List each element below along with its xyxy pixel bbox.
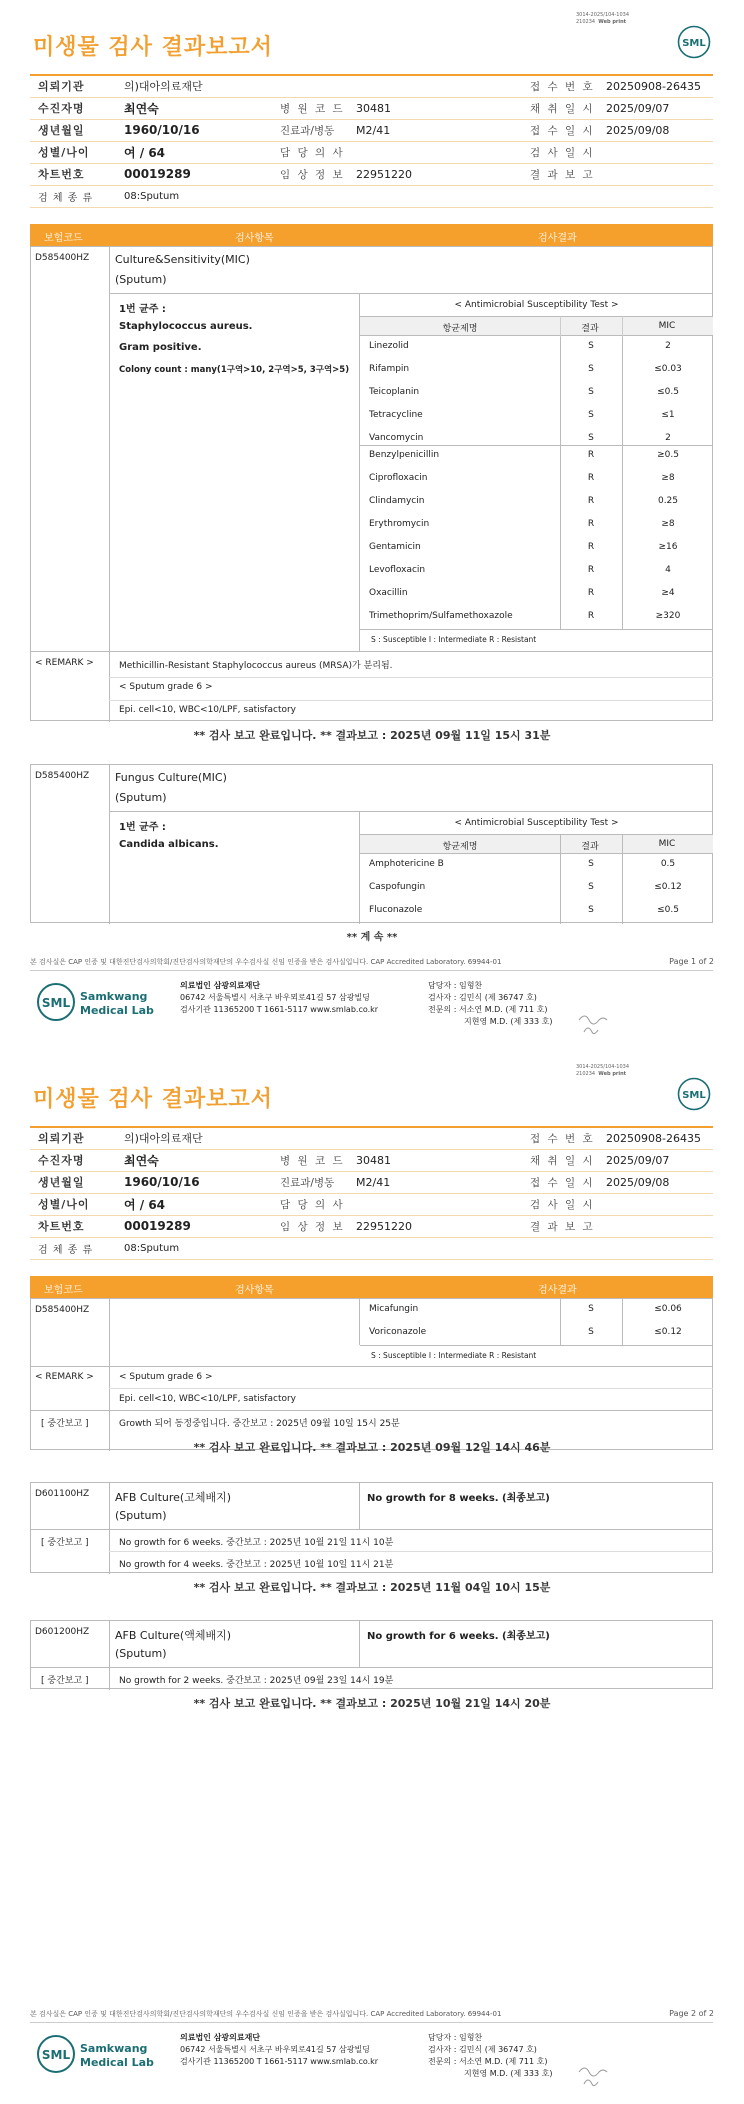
gram-stain: Gram positive. — [119, 342, 202, 353]
antibiotic-result: S — [588, 905, 594, 915]
antibiotic-name: Ciprofloxacin — [369, 473, 428, 483]
antibiotic-result: S — [588, 1304, 594, 1314]
antibiotic-name: Caspofungin — [369, 882, 426, 892]
label-clinical-info: 임 상 정 보 — [272, 163, 348, 185]
antibiotic-result: R — [587, 450, 595, 460]
value-accession: 20250908-26435 — [598, 1127, 713, 1149]
test-specimen: (Sputum) — [115, 791, 167, 804]
label-dept: 진료과/병동 — [272, 119, 348, 141]
colony-count: Colony count : many(1구역>10, 2구역>5, 3구역>5) — [119, 365, 350, 375]
test-code: D585400HZ — [35, 1305, 90, 1315]
value-accession: 20250908-26435 — [598, 75, 713, 97]
antibiotic-result: R — [587, 542, 595, 552]
value-sex-age: 여 / 64 — [116, 1193, 272, 1215]
antibiotic-mic: ≤0.06 — [654, 1304, 682, 1314]
value-patient-name: 최연숙 — [116, 97, 272, 119]
header-code: 보험코드 — [44, 233, 83, 244]
label-sex-age: 성별/나이 — [30, 141, 116, 163]
label-dob: 생년월일 — [30, 1171, 116, 1193]
value-institution: 의)대아의료재단 — [116, 1127, 522, 1149]
test-code: D601100HZ — [35, 1489, 90, 1499]
ast-title: < Antimicrobial Susceptibility Test > — [454, 300, 619, 310]
interim-label: [ 중간보고 ] — [41, 1676, 89, 1686]
interim-report: Growth 되어 동정중입니다. 중간보고 : 2025년 09월 10일 15시 25분 — [119, 1419, 400, 1429]
value-report — [598, 1215, 713, 1237]
antibiotic-name: Amphotericine B — [369, 859, 444, 869]
label-accession: 접 수 번 호 — [522, 75, 598, 97]
antibiotic-mic: 4 — [665, 565, 671, 575]
afb-result: No growth for 6 weeks. (최종보고) — [367, 1631, 550, 1642]
test-specimen: (Sputum) — [115, 273, 167, 286]
ast-column-header: 항균제명 결과 MIC — [360, 834, 713, 854]
antibiotic-mic: ≥0.5 — [657, 450, 679, 460]
antibiotic-mic: ≥8 — [661, 473, 675, 483]
interim-report-1: No growth for 6 weeks. 중간보고 : 2025년 10월 21일 11시 10분 — [119, 1538, 394, 1548]
antibiotic-mic: ≥8 — [661, 519, 675, 529]
svg-text:Medical Lab: Medical Lab — [80, 1004, 154, 1017]
antibiotic-name: Fluconazole — [369, 905, 423, 915]
header-result: 검사결과 — [538, 233, 577, 244]
value-institution: 의)대아의료재단 — [116, 75, 522, 97]
antibiotic-mic: 2 — [665, 433, 671, 443]
antibiotic-name: Linezolid — [369, 341, 409, 351]
antibiotic-result: S — [588, 859, 594, 869]
label-test-date: 검 사 일 시 — [522, 141, 598, 163]
footer-lab-info: 의료법인 삼광의료재단 06742 서울특별시 서초구 바우뫼로41길 57 삼광빌딩 검사기관 11365200 T 1661-5117 www.smlab.co.kr — [180, 2033, 379, 2066]
svg-text:Samkwang: Samkwang — [80, 2042, 148, 2055]
organism-name: Candida albicans. — [119, 839, 219, 850]
antibiotic-result: S — [588, 433, 594, 443]
value-hospital-code: 30481 — [348, 97, 522, 119]
report-complete-3: ** 검사 보고 완료입니다. ** 결과보고 : 2025년 11월 04일 10시 15분 — [193, 1581, 551, 1594]
value-chart-no: 00019289 — [116, 163, 272, 185]
report-complete-1: ** 검사 보고 완료입니다. ** 결과보고 : 2025년 09월 11일 15시 31분 — [193, 729, 551, 742]
label-report: 결 과 보 고 — [522, 163, 598, 185]
remark-sputum-grade: < Sputum grade 6 > — [119, 1372, 213, 1382]
remark-label: < REMARK > — [35, 658, 94, 668]
interim-report-2: No growth for 4 weeks. 중간보고 : 2025년 10월 10일 11시 21분 — [119, 1560, 394, 1570]
culture-sensitivity-block — [30, 246, 713, 721]
antibiotic-mic: ≥320 — [655, 611, 681, 621]
remark-epi-cell: Epi. cell<10, WBC<10/LPF, satisfactory — [119, 705, 297, 715]
antibiotic-mic: ≤0.12 — [654, 882, 682, 892]
svg-text:Samkwang: Samkwang — [80, 990, 148, 1003]
afb-result: No growth for 8 weeks. (최종보고) — [367, 1493, 550, 1504]
continued-text: ** 계 속 ** — [346, 932, 398, 943]
ast-title: < Antimicrobial Susceptibility Test > — [454, 818, 619, 828]
patient-info-table — [30, 74, 713, 208]
antibiotic-mic: 0.25 — [657, 496, 679, 506]
page-number: Page 2 of 2 — [669, 2009, 714, 2018]
sml-logo-icon — [677, 1077, 711, 1111]
report-complete-4: ** 검사 보고 완료입니다. ** 결과보고 : 2025년 10월 21일 14시 20분 — [193, 1697, 551, 1710]
label-dept: 진료과/병동 — [272, 1171, 348, 1193]
ast-legend: S : Susceptible I : Intermediate R : Resistant — [371, 635, 537, 644]
fungus-continuation-block — [30, 1298, 713, 1450]
antibiotic-name: Micafungin — [369, 1304, 419, 1314]
antibiotic-name: Erythromycin — [369, 519, 430, 529]
antibiotic-name: Voriconazole — [369, 1327, 427, 1337]
footer-lab-info: 의료법인 삼광의료재단 06742 서울특별시 서초구 바우뫼로41길 57 삼광빌딩 검사기관 11365200 T 1661-5117 www.smlab.co.kr — [180, 981, 379, 1014]
organism-name: Staphylococcus aureus. — [119, 321, 253, 332]
value-report — [598, 163, 713, 185]
antibiotic-mic: ≤0.12 — [654, 1327, 682, 1337]
svg-text:SML: SML — [682, 1090, 706, 1101]
antibiotic-name: Rifampin — [369, 364, 410, 374]
label-patient-name: 수진자명 — [30, 97, 116, 119]
antibiotic-name: Clindamycin — [369, 496, 425, 506]
samkwang-logo-icon — [36, 980, 156, 1027]
patient-info-table — [30, 1126, 713, 1260]
label-patient-name: 수진자명 — [30, 1149, 116, 1171]
remark-mrsa: Methicillin-Resistant Staphylococcus aureus (MRSA)가 분리됨. — [119, 661, 393, 671]
label-sex-age: 성별/나이 — [30, 1193, 116, 1215]
value-test-date — [598, 141, 713, 163]
value-specimen: 08:Sputum — [116, 185, 713, 207]
label-specimen: 검 체 종 류 — [30, 1237, 116, 1259]
value-chart-no: 00019289 — [116, 1215, 272, 1237]
signature-icon — [576, 2062, 612, 2092]
test-name: AFB Culture(고체배지) — [115, 1491, 232, 1504]
label-institution: 의뢰기관 — [30, 75, 116, 97]
label-doctor: 담 당 의 사 — [272, 141, 348, 163]
footer-accreditation: 본 검사실은 CAP 인증 및 대한진단검사의학회/진단검사의학재단의 우수검사실 신임 인증을 받은 검사실입니다. CAP Accredited Laboratory. 69944-01 — [30, 958, 502, 966]
antibiotic-result: R — [587, 588, 595, 598]
afb-solid-block — [30, 1482, 713, 1573]
ast-column-header: 항균제명 결과 MIC — [360, 316, 713, 336]
value-patient-name: 최연숙 — [116, 1149, 272, 1171]
label-hospital-code: 병 원 코 드 — [272, 1149, 348, 1171]
test-code: D585400HZ — [35, 253, 90, 263]
antibiotic-mic: 0.5 — [660, 859, 676, 869]
antibiotic-result: R — [587, 565, 595, 575]
antibiotic-result: R — [587, 496, 595, 506]
antibiotic-result: S — [588, 364, 594, 374]
value-collect-date: 2025/09/07 — [598, 1149, 713, 1171]
label-report: 결 과 보 고 — [522, 1215, 598, 1237]
label-receive-date: 접 수 일 시 — [522, 1171, 598, 1193]
antibiotic-result: R — [587, 611, 595, 621]
antibiotic-result: S — [588, 882, 594, 892]
result-table-header: 보험코드 검사항목 검사결과 — [30, 1276, 713, 1298]
value-specimen: 08:Sputum — [116, 1237, 713, 1259]
label-clinical-info: 임 상 정 보 — [272, 1215, 348, 1237]
antibiotic-name: Oxacillin — [369, 588, 408, 598]
antibiotic-result: S — [588, 341, 594, 351]
footer-staff: 담당자 : 임형찬 검사자 : 김민식 (제 36747 호) 전문의 : 서소연 M.D. (제 711 호) 지현영 M.D. (제 333 호) — [428, 2033, 553, 2078]
interim-label: [ 중간보고 ] — [41, 1538, 89, 1548]
value-doctor — [348, 1193, 522, 1215]
value-receive-date: 2025/09/08 — [598, 1171, 713, 1193]
antibiotic-mic: ≥16 — [658, 542, 678, 552]
remark-sputum-grade: < Sputum grade 6 > — [119, 682, 213, 692]
antibiotic-name: Gentamicin — [369, 542, 421, 552]
organism-label: 1번 균주 : — [119, 822, 166, 833]
report-title: 미생물 검사 결과보고서 — [33, 1087, 273, 1112]
test-name: AFB Culture(액체배지) — [115, 1629, 232, 1642]
svg-text:Medical Lab: Medical Lab — [80, 2056, 154, 2069]
interim-report-1: No growth for 2 weeks. 중간보고 : 2025년 09월 23일 14시 19분 — [119, 1676, 394, 1686]
samkwang-logo-icon — [36, 2032, 156, 2079]
label-chart-no: 차트번호 — [30, 1215, 116, 1237]
test-code: D601200HZ — [35, 1627, 90, 1637]
antibiotic-result: S — [588, 1327, 594, 1337]
label-dob: 생년월일 — [30, 119, 116, 141]
svg-text:SML: SML — [682, 38, 706, 49]
antibiotic-mic: ≤0.5 — [657, 387, 679, 397]
remark-epi-cell: Epi. cell<10, WBC<10/LPF, satisfactory — [119, 1394, 297, 1404]
test-name: Fungus Culture(MIC) — [115, 771, 227, 784]
value-dept: M2/41 — [348, 119, 522, 141]
report-page-2 — [0, 1052, 744, 2104]
value-collect-date: 2025/09/07 — [598, 97, 713, 119]
label-accession: 접 수 번 호 — [522, 1127, 598, 1149]
label-collect-date: 채 취 일 시 — [522, 97, 598, 119]
interim-label: [ 중간보고 ] — [41, 1419, 89, 1429]
value-sex-age: 여 / 64 — [116, 141, 272, 163]
print-code: 3014-2025/104-1034 210234 Web print — [576, 1064, 630, 1077]
test-code: D585400HZ — [35, 771, 90, 781]
value-dob: 1960/10/16 — [116, 1171, 272, 1193]
value-dob: 1960/10/16 — [116, 119, 272, 141]
value-doctor — [348, 141, 522, 163]
antibiotic-name: Vancomycin — [369, 433, 424, 443]
label-chart-no: 차트번호 — [30, 163, 116, 185]
report-complete-2: ** 검사 보고 완료입니다. ** 결과보고 : 2025년 09월 12일 14시 46분 — [193, 1441, 551, 1454]
value-hospital-code: 30481 — [348, 1149, 522, 1171]
antibiotic-mic: 2 — [665, 341, 671, 351]
antibiotic-result: R — [587, 473, 595, 483]
footer-accreditation: 본 검사실은 CAP 인증 및 대한진단검사의학회/진단검사의학재단의 우수검사실 신임 인증을 받은 검사실입니다. CAP Accredited Laboratory. 69944-01 — [30, 2010, 502, 2018]
report-title: 미생물 검사 결과보고서 — [33, 35, 273, 60]
footer-staff: 담당자 : 임형찬 검사자 : 김민식 (제 36747 호) 전문의 : 서소연 M.D. (제 711 호) 지현영 M.D. (제 333 호) — [428, 981, 553, 1026]
label-collect-date: 채 취 일 시 — [522, 1149, 598, 1171]
antibiotic-name: Levofloxacin — [369, 565, 426, 575]
value-clinical-info: 22951220 — [348, 163, 522, 185]
label-institution: 의뢰기관 — [30, 1127, 116, 1149]
label-test-date: 검 사 일 시 — [522, 1193, 598, 1215]
antibiotic-mic: ≥4 — [661, 588, 675, 598]
antibiotic-result: S — [588, 387, 594, 397]
svg-text:SML: SML — [41, 2048, 71, 2062]
result-table-header — [30, 224, 713, 246]
antibiotic-name: Teicoplanin — [369, 387, 420, 397]
header-item: 검사항목 — [235, 233, 274, 244]
ast-legend: S : Susceptible I : Intermediate R : Resistant — [371, 1351, 537, 1360]
antibiotic-name: Benzylpenicillin — [369, 450, 440, 460]
value-receive-date: 2025/09/08 — [598, 119, 713, 141]
antibiotic-result: S — [588, 410, 594, 420]
label-receive-date: 접 수 일 시 — [522, 119, 598, 141]
antibiotic-result: R — [587, 519, 595, 529]
test-specimen: (Sputum) — [115, 1647, 167, 1660]
value-dept: M2/41 — [348, 1171, 522, 1193]
test-specimen: (Sputum) — [115, 1509, 167, 1522]
sml-logo-icon — [677, 25, 711, 59]
antibiotic-mic: ≤1 — [661, 410, 675, 420]
antibiotic-mic: ≤0.03 — [654, 364, 682, 374]
page-number: Page 1 of 2 — [669, 957, 714, 966]
afb-liquid-block — [30, 1620, 713, 1689]
antibiotic-name: Tetracycline — [369, 410, 423, 420]
antibiotic-name: Trimethoprim/Sulfamethoxazole — [369, 611, 513, 621]
label-hospital-code: 병 원 코 드 — [272, 97, 348, 119]
remark-label: < REMARK > — [35, 1372, 94, 1382]
antibiotic-mic: ≤0.5 — [657, 905, 679, 915]
test-name: Culture&Sensitivity(MIC) — [115, 253, 250, 266]
label-specimen: 검 체 종 류 — [30, 185, 116, 207]
svg-text:SML: SML — [41, 996, 71, 1010]
label-doctor: 담 당 의 사 — [272, 1193, 348, 1215]
fungus-culture-block — [30, 764, 713, 923]
organism-label: 1번 균주 : — [119, 304, 166, 315]
signature-icon — [576, 1010, 612, 1040]
value-test-date — [598, 1193, 713, 1215]
value-clinical-info: 22951220 — [348, 1215, 522, 1237]
print-code: 3014-2025/104-1034 210234 Web print — [576, 12, 630, 25]
